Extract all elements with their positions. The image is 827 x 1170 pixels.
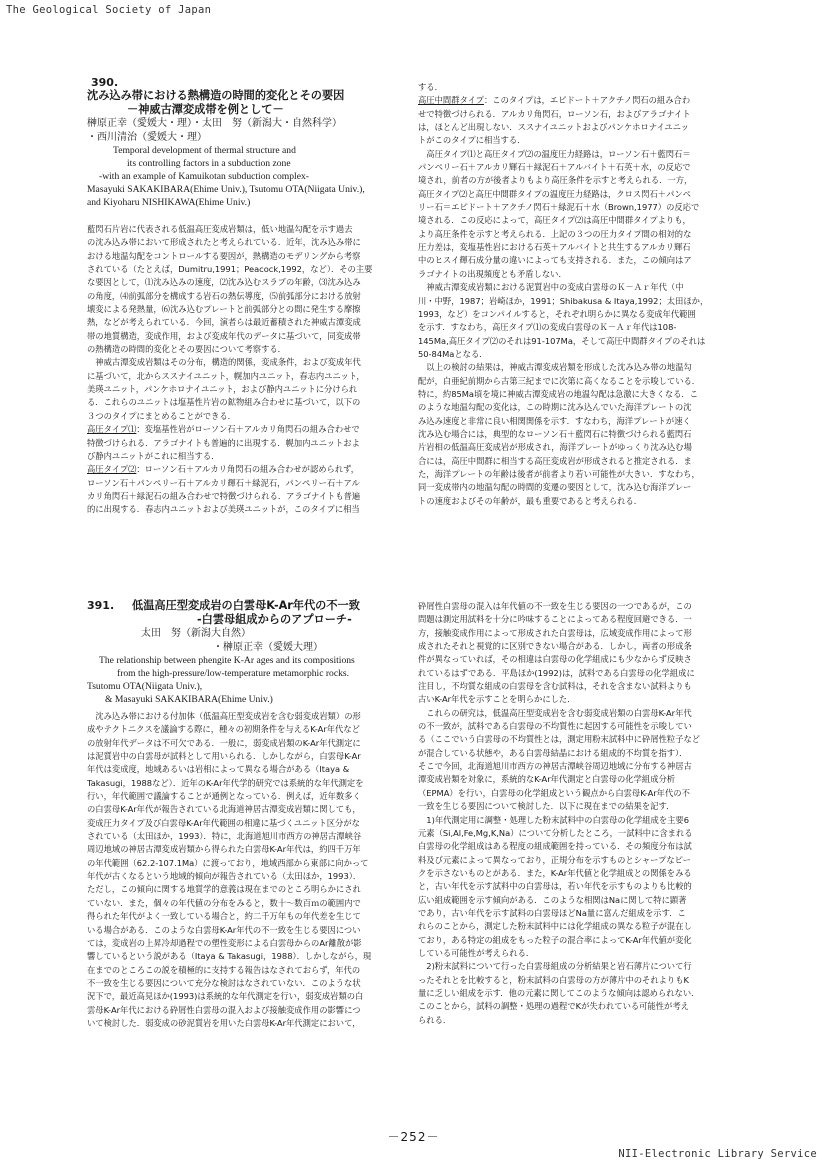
text-line: 成やテクトニクスを議論する際に，種々の初期条件を与えるK-Ar年代など [87, 724, 360, 735]
text-line: れらのことから，測定した粉末試料中には化学組成の異なる粒子が混在し [418, 921, 692, 932]
abstract-391-left-column [87, 599, 409, 1030]
text-line: 料及び元素によって異なっており，正規分布を示すものとシャープなピー [418, 854, 691, 865]
text-line: の年代範囲（62.2-107.1Ma）に渡っており，地域西部から東部に向かって [87, 857, 369, 868]
text-line: 中のヒスイ輝石成分量の違いによっても支持される．また，この傾向はア [418, 255, 692, 266]
text-line: ただし，この傾向に関する地質学的意義は現在までのところ明らかにされ [87, 884, 361, 895]
text-line: いる場合がある．このような白雲母K-Ar年代の不一致を生じる要因につい [87, 924, 361, 935]
text-line: に基づいて，北からススナイユニット，幌加内ユニット，春志内ユニット， [87, 370, 365, 381]
text-line: 得られた年代がよく一致している場合と，約二千万年もの年代差を生じて [87, 911, 361, 922]
text-line: 高圧タイプ⑵と高圧中間群タイプの温度圧力経路は，クロス閃石＋パンペ [418, 188, 691, 199]
abstract-391-heading [87, 599, 409, 613]
text-line: 以上の検討の結果は，神威古潭変成岩類を形成した沈み込み帯の地温勾 [418, 362, 692, 373]
text-line: 145Ma,高圧タイプ⑵のそれは91-107Ma，そして高圧中間群タイプのそれは [418, 335, 706, 346]
abstract-390-authors-en-2: and Kiyoharu NISHIKAWA(Ehime Univ.) [87, 197, 251, 208]
text-line: 問題は測定用試料を十分に吟味することによってある程度回避できる．一 [418, 614, 692, 625]
abstract-390-subtitle: －神威古潭変成帯を例として－ [127, 103, 284, 116]
text-line: ３つのタイプにまとめることができる． [87, 410, 236, 421]
text-line: ては，変成岩の上昇冷却過程での塑性変形による白雲母からのAr離散が影 [87, 937, 362, 948]
text-line: 元素（Si,Al,Fe,Mg,K,Na）について分析したところ，一試料中に含まれる [418, 827, 693, 838]
text-line: 雲母K-Ar年代における砕屑性白雲母の混入および接触変成作用の影響につ [87, 1004, 361, 1015]
text-line: の角度，⑷前弧部分を構成する岩石の熱伝導度，⑸前弧部分における放射 [87, 290, 361, 301]
text-line: られる． [418, 1014, 452, 1025]
text-line: 神威古潭変成岩類はその分布，構造的関係，変成条件，および変成年代 [87, 357, 361, 368]
society-header: The Geological Society of Japan [6, 4, 212, 16]
text-line: 在までのところこの説を積極的に支持する報告はなされておらず，年代の [87, 964, 361, 975]
text-line: 変成圧力タイプ及び白雲母K-Ar年代範囲の相違に基づくユニット区分がな [87, 817, 360, 828]
abstract-391-authors-en-2: & Masayuki SAKAKIBARA(Ehime Univ.) [105, 694, 273, 705]
text-line: であり，古い年代を示す試料の白雲母ほどNa量に富んだ組成を示す．こ [418, 907, 686, 918]
text-line: 50-84Maとなる． [418, 348, 488, 359]
text-line: 高圧中間群タイプ：このタイプは，エピドート＋アクチノ閃石の組み合わ [418, 95, 691, 106]
abstract-391-title-en-1: The relationship between phengite K-Ar ages and its compositions [99, 655, 355, 666]
text-line: 高圧タイプ⑵：ローソン石＋アルカリ角閃石の組み合わせが認められず， [87, 464, 360, 475]
abstract-391-subtitle: -白雲母組成からのアプローチ- [197, 613, 352, 626]
text-line: クを示さないものとがある．また，K-Ar年代値と化学組成との関係をみる [418, 867, 692, 878]
text-line: 2)粉末試料について行った白雲母組成の分析結果と岩石薄片について行 [418, 961, 692, 972]
text-line: と，古い年代を示す試料中の白雲母は，若い年代を示すものよりも比較的 [418, 881, 692, 892]
abstract-390-title: 沈み込み帯における熱構造の時間的変化とその要因 [87, 89, 345, 102]
text-line: 年代が古くなるという地域的傾向が報告されている（太田ほか，1993）． [87, 871, 362, 882]
text-line: を示す．すなわち，高圧タイプ⑴の変成白雲母のＫ－Ａｒ年代は108- [418, 322, 677, 333]
text-line: 砕屑性白雲母の混入は年代値の不一致を生じる要因の一つであるが，この [418, 601, 692, 611]
page-number: －252－ [387, 1130, 440, 1144]
text-line: 境される．この反応によって，高圧タイプ⑵は高圧中間群タイプよりも， [418, 215, 691, 226]
text-line: トの速度およびその年齢が，最も重要であると考えられる． [418, 495, 643, 506]
abstract-390-left-body [87, 223, 409, 517]
text-line: されている（太田ほか，1993）．特に，北海道旭川市西方の神居古潭峡谷 [87, 831, 362, 842]
text-line: 方，接触変成作用によって形成された白雲母は，広域変成作用によって形 [418, 627, 692, 638]
text-line: 一致を生じる要因について検討した．以下に現在までの結果を記す． [418, 801, 675, 812]
text-line: 件が異なっていれば，その相違は白雲母の化学組成にも少なからず反映さ [418, 654, 692, 665]
text-line: 響しているという説がある（Itaya & Takasugi，1988）．しかしながら，現 [87, 951, 372, 962]
abstract-391-authors-en-1: Tsutomu OTA(Niigata Univ.), [87, 681, 203, 692]
text-line: 沈み込む場合には，典型的なローソン石＋藍閃石に特徴づけられる藍閃石 [418, 428, 692, 439]
text-line: 沈み込み帯における付加体（低温高圧型変成岩を含む弱変成岩類）の形 [87, 711, 361, 721]
text-line: 広い組成範囲を示す傾向がある．このような相関はNaに関して特に顕著 [418, 894, 687, 905]
text-line: れているはずである．平島ほか(1992)は，試料である白雲母の化学組成に [418, 667, 695, 678]
text-line: 高圧タイプ⑴：変塩基性岩がローソン石＋アルカリ角閃石の組み合わせで [87, 424, 360, 435]
text-line: の熱構造の時間的変化とその要因について考察する． [87, 344, 286, 355]
abstract-391-right-body [418, 600, 740, 1027]
text-line: た，海洋プレートの年齢は後者が前者より若い可能性が大きい．すなわち， [418, 468, 700, 479]
abstract-390-title-en-1: Temporal development of thermal structure and [113, 145, 296, 156]
abstract-390-left-column [87, 76, 409, 517]
text-line: 熱，などが考えられている．今回，演者らは最近蓄積された神威古潭変成 [87, 317, 361, 328]
abstract-390-right-body [418, 81, 740, 508]
text-line: リー石＝エピドート＋アクチノ閃石＋緑泥石＋水（Brown,1977）の反応で [418, 202, 700, 213]
text-line: トがこのタイプに相当する． [418, 135, 526, 146]
abstract-390-right-column [418, 81, 740, 508]
library-service-footer: NII-Electronic Library Service [618, 1148, 817, 1160]
text-line: 境され，前者の方が後者よりもより高圧条件を示すと考えられる．一方， [418, 175, 693, 186]
text-line: 美瑛ユニット，パンケホロナイユニット，および静内ユニットに分けられ [87, 384, 358, 395]
text-line: 周辺地域の神居古潭変成岩類から得られた白雲母K-Ar年代は，約四千万年 [87, 844, 361, 855]
text-line: 不一致を生じる要因について充分な検討はなされていない．このような状 [87, 977, 361, 988]
text-line: る（ここでいう白雲母の不均質性とは，測定用粉末試料中に砕屑性粒子など [418, 734, 701, 745]
text-line: の白雲母K-Ar年代が報告されている北海道神居古潭変成岩類に関しても， [87, 804, 361, 815]
text-line: 圧力差は，変塩基性岩における石英＋アルバイトと共生するアルカリ輝石 [418, 242, 691, 253]
text-line: おける地温勾配をコントロールする要因が，熱構造のモデリングから考察 [87, 250, 361, 261]
text-line: 古いK-Ar年代を示すことを明らかにした． [418, 694, 576, 705]
text-line: （EPMA）を行い，白雲母の化学組成という観点から白雲母K-Ar年代の不 [418, 787, 690, 798]
text-line: 量に乏しい組成を示す．他の元素に関してこのような傾向は認められない． [418, 987, 700, 998]
abstract-390-title-en-3: -with an example of Kamuikotan subduction complex- [99, 171, 309, 182]
abstract-390-authors-en-1: Masayuki SAKAKIBARA(Ehime Univ.), Tsutomu OTA(Niigata Univ.), [87, 184, 365, 195]
abstract-391-right-column [418, 600, 740, 1027]
text-line: 川・中野，1987；岩崎ほか，1991；Shibakusa & Itaya,1992；太田ほか， [418, 295, 709, 306]
text-line: これらの研究は，低温高圧型変成岩を含む弱変成岩類の白雲母K-Ar年代 [418, 707, 692, 718]
text-line: ったそれとを比較すると，粉末試料の白雲母の方が薄片中のそれよりもK [418, 974, 689, 985]
text-line: 帯の地質構造，変成作用，および変成年代のデータに基づいて，同変成帯 [87, 330, 361, 341]
text-line: な要因として，⑴沈み込みの速度，⑵沈み込むスラブの年齢，⑶沈み込み [87, 277, 361, 288]
text-line: のような地温勾配の変化は，この時期に沈み込んでいた海洋プレートの沈 [418, 402, 692, 413]
text-line: み込み速度と非常に良い相関関係を示す．すなわち，海洋プレートが速く [418, 415, 691, 426]
text-line: Takasugi，1988など）．近年のK-Ar年代学的研究では系統的な年代測定を [87, 777, 364, 788]
text-line: 壊変による発熱量，⑹沈み込むプレートと前弧部分との間に発生する摩擦 [87, 304, 361, 315]
abstract-390-number: 390. [91, 76, 119, 89]
text-line: は，ほとんど出現しない．ススナイユニットおよびパンケホロナイユニッ [418, 122, 689, 133]
text-line: 同一変成帯内の地温勾配の時間的変遷の要因として，沈み込む海洋プレー [418, 482, 692, 493]
abstract-390-title-en-2: its controlling factors in a subduction zone [127, 158, 291, 169]
text-line: 潭変成岩類を対象に，系統的なK-Ar年代測定と白雲母の化学組成分析 [418, 774, 676, 785]
text-line: は泥質岩中の白雲母が試料として用いられる．しかしながら，白雲母K-Ar [87, 751, 361, 762]
text-line: いて検討した．弱変成の砂泥質岩を用いた白雲母K-Ar年代測定において， [87, 1017, 361, 1028]
text-line: する． [418, 82, 443, 92]
text-line: 行い，年代範囲で議論することが通例となっている．例えば，近年数多く [87, 791, 361, 802]
text-line: の放射年代データは不可欠である．一般に，弱変成岩類のK-Ar年代測定に [87, 737, 361, 748]
text-line: 合には，高圧中間群に相当する高圧変成岩が形成されると推定される．ま [418, 455, 692, 466]
underlined-term: 高圧タイプ⑵ [87, 464, 137, 475]
text-line: より高圧条件を示すと考えられる．上記の３つの圧力タイプ間の相対的な [418, 228, 692, 239]
text-line: 年代は変成度，地域あるいは岩相によって異なる場合がある（Itaya & [87, 764, 350, 775]
text-line: 高圧タイプ⑴と高圧タイプ⑵の温度圧力経路は，ローソン石＋藍閃石＝ [418, 148, 691, 159]
text-line: 特に，約85Ma頃を境に神威古潭変成岩の地温勾配は急激に大きくなる．こ [418, 388, 699, 399]
text-line: 配が，白亜紀前期から古第三紀までに次第に高くなることを示唆している． [418, 375, 701, 386]
text-line: 藍閃石片岩に代表される低温高圧変成岩類は，低い地温勾配を示す過去 [87, 224, 353, 234]
text-line: の沈み込み帯において形成されたと考えられている．近年，沈み込み帯に [87, 237, 361, 248]
text-line: ていない．また，個々の年代値の分布をみると，数十～数百ｍの範囲内で [87, 897, 361, 908]
text-line: 1993，など）をコンパイルすると，それぞれ明らかに異なる変成年代範囲 [418, 308, 696, 319]
underlined-term: 高圧中間群タイプ [418, 95, 484, 106]
text-line: そこで今回，北海道旭川市西方の神居古潭峡谷周辺地域に分布する神居古 [418, 761, 692, 772]
text-line: このことから，試料の調整・処理の過程でKが失われている可能性が考え [418, 1001, 689, 1012]
text-line: ローソン石＋パンペリー石＋アルカリ輝石＋緑泥石，パンペリー石＋アル [87, 477, 360, 488]
underlined-term: 高圧タイプ⑴ [87, 424, 137, 435]
text-line: の不一致が，試料である白雲母の不均質性に起因する可能性を示唆してい [418, 721, 692, 732]
text-line: カリ角閃石＋緑泥石の組み合わせで特徴づけられる．アラゴナイトも普遍 [87, 490, 361, 501]
text-line: している可能性が考えられる． [418, 947, 535, 958]
text-line: パンペリー石＋アルカリ輝石＋緑泥石＋アルバイト＋石英＋水，の反応で [418, 162, 691, 173]
abstract-391-title: 低温高圧型変成岩の白雲母K-Ar年代の不一致 [132, 599, 360, 612]
abstract-390-authors-jp-2: ・西川清治（愛媛大・理） [87, 131, 207, 143]
text-line: されている（たとえば，Dumitru,1991；Peacock,1992，など）．その主要 [87, 264, 373, 275]
text-line: 片岩相の低温高圧変成岩が形成され，海洋プレートがゆっくり沈み込む場 [418, 442, 692, 453]
abstract-391-authors-jp-1: 太田 努（新潟大自然） [141, 628, 251, 639]
text-line: 神威古潭変成岩類における泥質岩中の変成白雲母のＫ－Ａｒ年代（中 [418, 282, 684, 293]
text-line: 的に出現する．春志内ユニットおよび美瑛ユニットが，このタイプに相当 [87, 504, 360, 515]
text-line: 白雲母の化学組成はある程度の組成範囲を持っている．その頻度分布は試 [418, 841, 692, 852]
text-line: ており，ある特定の組成をもった粒子の混合率によってK-Ar年代値が変化 [418, 934, 692, 945]
text-line: 1)年代測定用に調整・処理した粉末試料中の白雲母の化学組成を主要6 [418, 814, 690, 825]
text-line: び静内ユニットがこれに相当する． [87, 450, 220, 461]
text-line: る．これらのユニットは塩基性片岩の鉱物組み合わせに基づいて，以下の [87, 397, 361, 408]
text-line: 注目し，不均質な組成の白雲母を含む試料は，それを含まない試料よりも [418, 681, 692, 692]
abstract-391-title-en-2: from the high-pressure/low-temperature metamorphic rocks. [117, 668, 350, 679]
text-line: 特徴づけられる．アラゴナイトも普遍的に出現する．幌加内ユニットおよ [87, 437, 360, 448]
abstract-391-number: 391. [87, 599, 115, 612]
text-line: 成されたそれと視覚的に区別できない場合がある．しかし，両者の形成条 [418, 641, 692, 652]
text-line: 況下で，最近高見ほか(1993)は系統的な年代測定を行い，弱変成岩類の白 [87, 991, 364, 1002]
abstract-390-authors-jp-1: 榊原正幸（愛媛大・理）・太田 努（新潟大・自然科学） [87, 118, 342, 129]
text-line: ラゴナイトの出現頻度とも矛盾しない． [418, 268, 567, 279]
text-line: が混合している状態や，ある白雲母結晶における組成的不均質を指す）． [418, 747, 688, 758]
abstract-391-authors-jp-2: ・榊原正幸（愛媛大理） [213, 641, 323, 653]
abstract-391-left-body [87, 710, 409, 1030]
text-line: せで特徴づけられる．アルカリ角閃石，ローソン石，およびアラゴナイト [418, 108, 691, 119]
